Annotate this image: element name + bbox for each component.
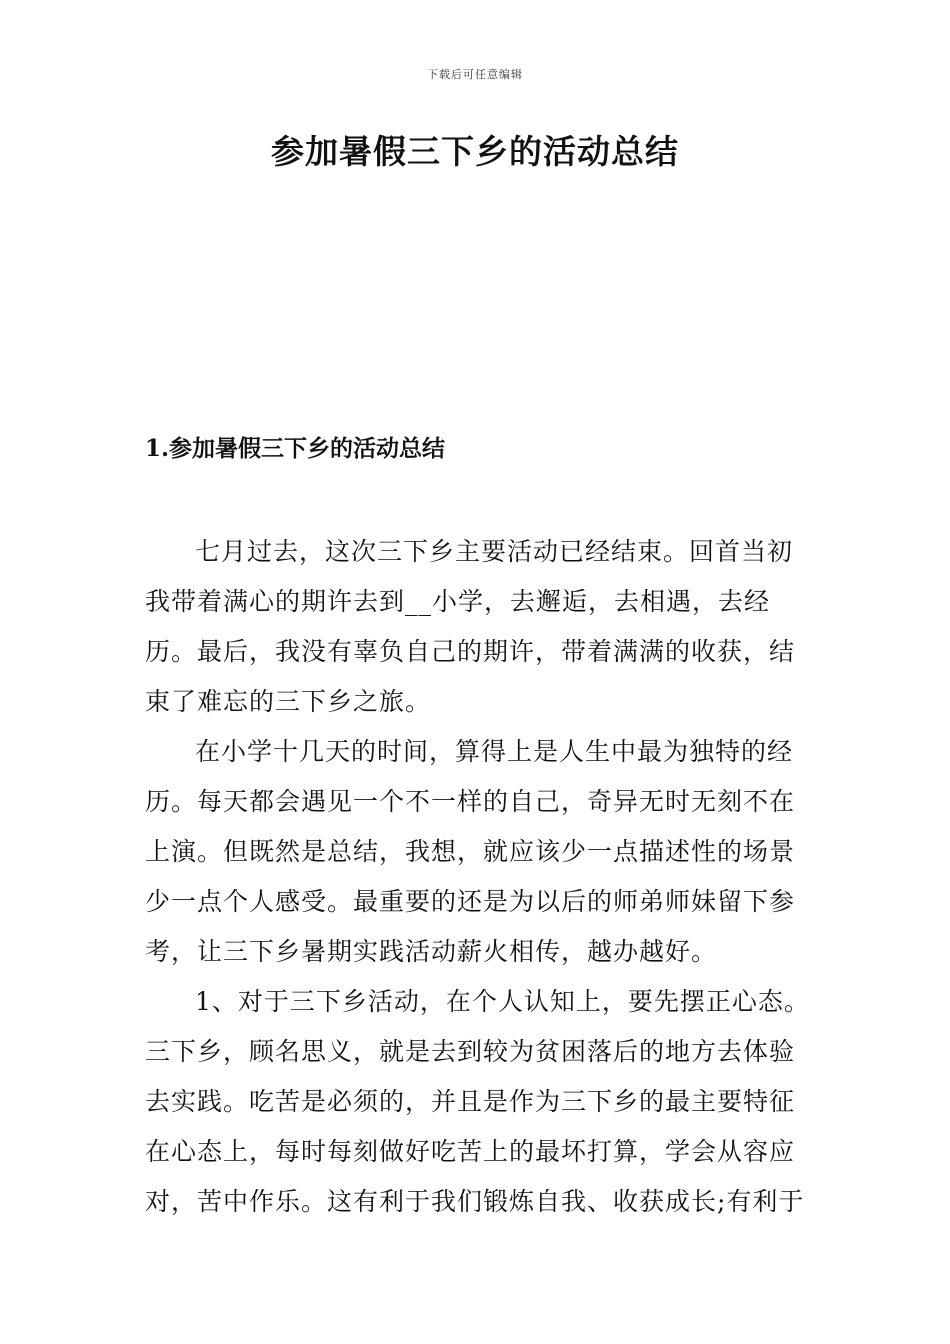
paragraph: 在小学十几天的时间，算得上是人生中最为独特的经历。每天都会遇见一个不一样的自己，奇异无时无刻不在上演。但既然是总结，我想，就应该少一点描述性的场景少一点个人感受。最重要的还是为以后的师弟师妹留下参考，让三下乡暑期实践活动薪火相传，越办越好。 bbox=[145, 737, 796, 966]
document-title: 参加暑假三下乡的活动总结 bbox=[271, 132, 679, 171]
header-note: 下载后可任意编辑 bbox=[427, 68, 523, 81]
section-heading: 1.参加暑假三下乡的活动总结 bbox=[145, 435, 446, 462]
body-text bbox=[145, 527, 813, 1227]
paragraph: 1、对于三下乡活动，在个人认知上，要先摆正心态。三下乡，顾名思义，就是去到较为贫困落后的地方去体验去实践。吃苦是必须的，并且是作为三下乡的最主要特征在心态上，每时每刻做好吃苦上的最坏打算，学会从容应对，苦中作乐。这有利于我们锻炼自我、收获成长;有利于 bbox=[145, 987, 810, 1216]
paragraph: 七月过去，这次三下乡主要活动已经结束。回首当初我带着满心的期许去到__小学，去邂逅，去相遇，去经历。最后，我没有辜负自己的期许，带着满满的收获，结束了难忘的三下乡之旅。 bbox=[145, 537, 796, 716]
